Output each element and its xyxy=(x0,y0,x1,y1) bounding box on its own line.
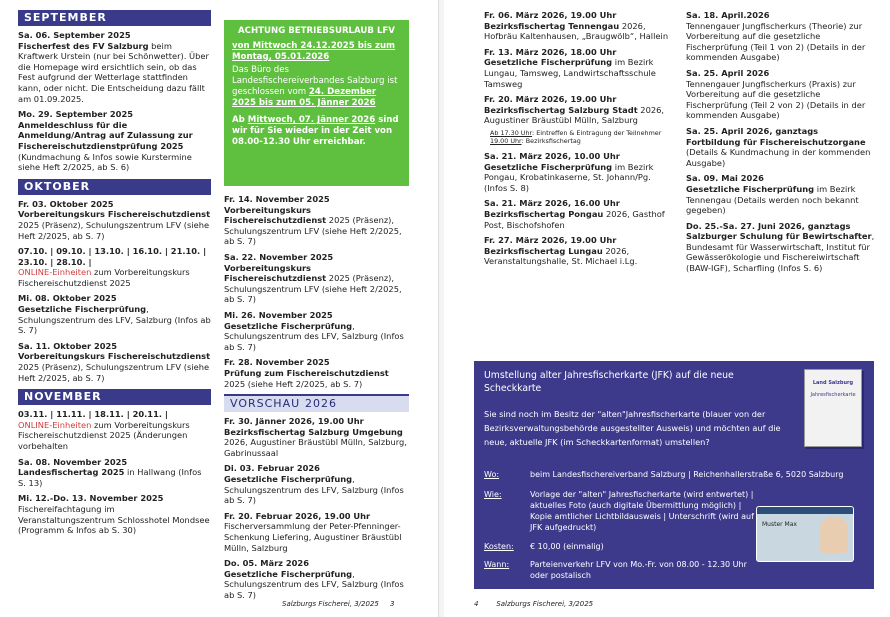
event-date: Sa. 21. März 2026, 10.00 Uhr xyxy=(484,150,620,161)
event-date: Sa. 11. Oktober 2025 xyxy=(18,340,118,351)
section-header-vorschau xyxy=(224,394,409,412)
event-entry xyxy=(18,457,211,489)
doc-issuer: Land Salzburg xyxy=(812,380,854,386)
event-title: Bezirksfischertag Tennengau xyxy=(484,20,620,31)
event-date: Fr. 27. März 2026, 19.00 Uhr xyxy=(484,235,617,246)
event-entry xyxy=(224,252,409,305)
online-dates-entry xyxy=(18,409,211,451)
event-entry xyxy=(484,94,672,146)
page-footer xyxy=(282,600,394,608)
event-entry xyxy=(224,463,409,505)
event-date: Sa. 25. April 2026, ganztags xyxy=(686,125,819,136)
event-text: , Schulungszentrum des LFV, Salzburg (Infos ab S. 7) xyxy=(18,304,211,336)
page-number: 3 xyxy=(389,600,395,608)
notice-range-2: 24. Dezember 2025 bis zum 05. Jänner 2026 xyxy=(232,87,377,108)
row-value: Vorlage der "alten" Jahresfischerkarte (wird entwertet) | aktuelles Foto (auch digitale Übermittlung möglich) | Kopie amtlicher Lichtbildausweis | Unterschrift (wird auf JFK aufgedruckt) xyxy=(530,490,754,532)
event-title: Prüfung zum Fischereischutzdienst xyxy=(224,367,389,378)
event-text: , Schulungszentrum des LFV, Salzburg (Infos ab S. 7) xyxy=(224,474,404,506)
footer-title: Salzburgs Fischerei, 3/2025 xyxy=(282,600,379,608)
event-date: Fr. 30. Jänner 2026, 19.00 Uhr xyxy=(224,416,364,427)
event-title: Fortbildung für Fischereischutzorgane xyxy=(686,136,866,147)
online-dates-entry xyxy=(18,246,211,288)
event-entry xyxy=(224,416,409,458)
event-text: Fischerversammlung der Peter-Pfenninger-Schenkung Liefering, Augustiner Bräustübl Mülln, Salzburg xyxy=(224,521,402,553)
event-text: 2026, Gasthof Post, Bischofshofen xyxy=(484,208,665,230)
section-header-september: SEPTEMBER xyxy=(18,10,211,26)
event-entry xyxy=(484,198,672,230)
event-text: (Details & Kundmachung in der kommenden Ausgabe) xyxy=(686,147,871,168)
event-date: Mi. 08. Oktober 2025 xyxy=(18,293,117,304)
event-text: (Kundmachung & Infos sowie Kurstermine siehe Heft 2/2025, ab S. 6) xyxy=(18,151,192,173)
event-text: 2025 (Präsenz), Schulungszentrum LFV (siehe Heft 2/2025, ab S. 7) xyxy=(18,362,210,383)
schedule-text: : Bezirksfischertag xyxy=(521,137,581,146)
event-title: Gesetzliche Fischerprüfung xyxy=(224,320,353,331)
event-entry xyxy=(686,126,876,168)
event-text: 2026, Augustiner Bräustübl Mülln, Salzburg xyxy=(484,104,665,126)
doc-subtitle: Jahresfischerkarte xyxy=(810,392,856,398)
event-text: 2025 (Präsenz), Schulungszentrum LFV (siehe Heft 2/2025, ab S. 7) xyxy=(224,215,402,247)
event-entry xyxy=(224,558,409,600)
event-date: Mi. 12.-Do. 13. November 2025 xyxy=(18,493,164,504)
event-entry xyxy=(686,10,876,63)
schedule-line xyxy=(490,129,672,138)
event-entry xyxy=(224,310,409,352)
event-entry xyxy=(18,30,211,104)
online-label: ONLINE-Einheiten xyxy=(18,419,92,430)
schedule-time: Ab 17.30 Uhr xyxy=(490,128,533,137)
footer-title: Salzburgs Fischerei, 3/2025 xyxy=(496,600,594,608)
event-date: Do. 25.-Sa. 27. Juni 2026, ganztags xyxy=(686,220,851,231)
event-title: Vorbereitungskurs Fischereischutzdienst xyxy=(18,209,211,220)
row-label: Kosten: xyxy=(484,542,514,551)
card-holder-name: Muster Max xyxy=(762,521,797,528)
event-text: im Bezirk Lungau, Tamsweg, Landwirtschaftsschule Tamsweg xyxy=(484,57,656,89)
notice-title: ACHTUNG BETRIEBSURLAUB LFV xyxy=(238,26,395,36)
event-entry xyxy=(18,493,211,535)
old-fishing-license-document xyxy=(804,369,862,447)
calendar-column-4 xyxy=(686,10,876,279)
event-text: Tennengauer Jungfischerkurs (Praxis) zur Vorbereitung auf die gesetzliche Fischerprüfung (Teil 2 von 2) (Details in der kommenden Ausgabe) xyxy=(686,78,866,121)
row-label: Wie: xyxy=(484,490,502,499)
event-date: Di. 03. Februar 2026 xyxy=(224,463,320,474)
calendar-column-3 xyxy=(484,10,672,272)
event-title: Bezirksfischertag Salzburg Umgebung xyxy=(224,426,403,437)
online-text: zum Vorbereitungskurs Fischereischutzdienst 2025 (Änderungen vorbehalten xyxy=(18,419,190,451)
event-text: 2025 (siehe Heft 2/2025, ab S. 7) xyxy=(224,378,363,389)
event-title: Bezirksfischertag Salzburg Stadt xyxy=(484,104,638,115)
event-text: 2025 (Präsenz), Schulungszentrum LFV (siehe Heft 2/2025, ab S. 7) xyxy=(18,219,210,241)
event-entry xyxy=(18,199,211,241)
event-title: Bezirksfischertag Lungau xyxy=(484,245,603,256)
vorschau-label: VORSCHAU xyxy=(230,397,301,411)
event-date: Sa. 09. Mai 2026 xyxy=(686,173,764,184)
event-title: Gesetzliche Fischerprüfung xyxy=(686,183,815,194)
notice-text-2: Ab xyxy=(232,115,248,125)
notice-range: von Mittwoch 24.12.2025 bis zum Montag, 05.01.2026 xyxy=(232,41,396,62)
event-date: Sa. 22. November 2025 xyxy=(224,251,334,262)
event-title: Vorbereitungskurs Fischereischutzdienst xyxy=(224,262,327,284)
event-text: Fischereifachtagung im Veranstaltungszentrum Schlosshotel Mondsee (Programm & Infos ab S. 30) xyxy=(18,503,210,536)
event-title: Gesetzliche Fischerprüfung xyxy=(484,161,613,172)
event-title: Gesetzliche Fischerprüfung xyxy=(484,57,613,68)
event-date: Fr. 28. November 2025 xyxy=(224,357,330,368)
event-title: Gesetzliche Fischerprüfung xyxy=(18,304,147,315)
section-header-oktober: OKTOBER xyxy=(18,179,211,195)
event-text: im Bezirk Pongau, Krobatinkaserne, St. Johann/Pg. (Infos S. 8) xyxy=(484,161,654,193)
event-date: Sa. 06. September 2025 xyxy=(18,30,131,40)
event-title: Bezirksfischertag Pongau xyxy=(484,208,604,219)
jfk-info-box xyxy=(474,361,874,589)
event-text: , Schulungszentrum des LFV, Salzburg (Infos ab S. 7) xyxy=(224,568,404,600)
event-text: im Bezirk Tennengau (Details werden noch bekannt gegeben) xyxy=(686,183,859,216)
calendar-column-1 xyxy=(18,10,211,541)
page-number: 4 xyxy=(474,600,479,608)
event-date: Mi. 26. November 2025 xyxy=(224,309,333,320)
event-entry xyxy=(18,109,211,173)
jfk-title: Umstellung alter Jahresfischerkarte (JFK) auf die neue Scheckkarte xyxy=(484,370,734,394)
vorschau-year: 2026 xyxy=(305,397,337,411)
event-date: Sa. 21. März 2026, 16.00 Uhr xyxy=(484,198,620,209)
event-date: Fr. 20. März 2026, 19.00 Uhr xyxy=(484,94,617,105)
card-header-bar xyxy=(757,507,853,514)
event-entry xyxy=(18,293,211,335)
page-footer xyxy=(474,600,593,608)
event-title: Gesetzliche Fischerprüfung xyxy=(224,568,353,579)
event-date: Sa. 25. April 2026 xyxy=(686,67,770,78)
event-title: Anmeldeschluss für die Anmeldung/Antrag auf Zulassung zur Fischereischutzdienstprüfung 2025 xyxy=(18,119,193,151)
event-text: beim Kraftwerk Urstein (nur bei Schönwetter). Über die Homepage wird ersichtlich sein, ob das Fest aufgrund der Wetterlage stattfinden kann, oder nicht. Die Entscheidung dazu fällt am 01.09.2025. xyxy=(18,40,209,104)
event-date: Mo. 29. September 2025 xyxy=(18,109,134,120)
event-text: Tennengauer Jungfischerkurs (Theorie) zur Vorbereitung auf die gesetzliche Fischerprüfung (Teil 1 von 2) (Details in der kommenden Ausgabe) xyxy=(686,20,866,63)
event-text: , Schulungszentrum des LFV, Salzburg (Infos ab S. 7) xyxy=(224,320,404,352)
online-label: ONLINE-Einheiten xyxy=(18,267,92,278)
event-entry xyxy=(18,341,211,383)
event-entry xyxy=(224,357,409,389)
event-date: Fr. 06. März 2026, 19.00 Uhr xyxy=(484,10,617,20)
notice-text-3: sind wir für Sie wieder in der Zeit von 08.00-12.30 Uhr erreichbar. xyxy=(232,115,399,147)
online-dates: 03.11. | 11.11. | 18.11. | 20.11. | xyxy=(18,409,168,420)
row-value: € 10,00 (einmalig) xyxy=(530,542,604,551)
schedule-text: : Eintreffen & Eintragung der Teilnehmer xyxy=(532,128,662,137)
event-title: Vorbereitungskurs Fischereischutzdienst xyxy=(18,351,211,362)
event-entry xyxy=(484,235,672,267)
online-dates: 07.10. | 09.10. | 13.10. | 16.10. | 21.10. | 23.10. | 28.10. | xyxy=(18,246,207,267)
online-text: zum Vorbereitungskurs Fischereischutzdienst 2025 xyxy=(18,267,190,288)
event-entry xyxy=(686,173,876,215)
office-closure-notice xyxy=(224,20,409,186)
event-text: 2026, Augustiner Bräustübl Mülln, Salzburg, Gabrinussaal xyxy=(224,437,407,458)
notice-reopen-date: Mittwoch, 07. Jänner 2026 xyxy=(247,115,376,125)
event-entry xyxy=(686,221,876,274)
event-entry xyxy=(484,151,672,193)
event-entry xyxy=(224,194,409,247)
event-text: , Bundesamt für Wasserwirtschaft, Institut für Gewässerökologie und Fischereiwirtschaft (BAW-IGF), Scharfling (Infos S. 6) xyxy=(686,231,875,274)
event-title: Fischerfest des FV Salzburg xyxy=(18,40,149,51)
calendar-column-2 xyxy=(224,20,409,606)
event-entry xyxy=(224,511,409,553)
event-title: Salzburger Schulung für Bewirtschafter xyxy=(686,231,872,242)
event-title: Gesetzliche Fischerprüfung xyxy=(224,474,353,485)
event-date: Do. 05. März 2026 xyxy=(224,558,309,569)
event-text: 2025 (Präsenz), Schulungszentrum LFV (siehe Heft 2/2025, ab S. 7) xyxy=(224,273,402,305)
event-entry xyxy=(484,10,672,42)
event-title: Vorbereitungskurs Fischereischutzdienst xyxy=(224,204,327,226)
event-date: Fr. 14. November 2025 xyxy=(224,194,330,204)
event-date: Fr. 20. Februar 2026, 19.00 Uhr xyxy=(224,510,371,521)
schedule-time: 19.00 Uhr xyxy=(490,137,522,146)
schedule-line xyxy=(490,137,672,146)
event-date: Fr. 03. Oktober 2025 xyxy=(18,198,114,209)
event-text: 2026, Veranstaltungshalle, St. Michael i.Lg. xyxy=(484,245,638,267)
jfk-intro: Sie sind noch im Besitz der "alten"Jahresfischerkarte (blauer von der Bezirksverwaltungsbehörde ausgestellter Ausweis) und möchten auf die neue, aktuelle JFK (im Scheckkartenformat) umstellen? xyxy=(484,409,781,447)
card-photo xyxy=(820,517,848,553)
event-date: Sa. 08. November 2025 xyxy=(18,456,128,467)
event-text: in Hallwang (Infos S. 13) xyxy=(18,467,202,488)
event-date: Fr. 13. März 2026, 18.00 Uhr xyxy=(484,46,617,57)
event-title: Landesfischertag 2025 xyxy=(18,467,125,478)
event-entry xyxy=(686,68,876,121)
event-entry xyxy=(484,47,672,89)
event-text: 2026, Hofbräu Kaltenhausen, „Braugwölb“, Hallein xyxy=(484,20,669,42)
event-date: Sa. 18. April.2026 xyxy=(686,10,770,20)
row-value: Parteienverkehr LFV von Mo.-Fr. von 08.00 - 12.30 Uhr oder postalisch xyxy=(530,560,747,580)
row-label: Wann: xyxy=(484,560,510,569)
row-label: Wo: xyxy=(484,470,500,479)
new-fishing-card-image xyxy=(756,506,854,562)
notice-text: Das Büro des Landesfischereiverbandes Salzburg ist geschlossen vom xyxy=(232,65,398,97)
section-header-november: NOVEMBER xyxy=(18,389,211,405)
row-value: beim Landesfischereiverband Salzburg | Reichenhallerstraße 6, 5020 Salzburg xyxy=(530,470,844,479)
